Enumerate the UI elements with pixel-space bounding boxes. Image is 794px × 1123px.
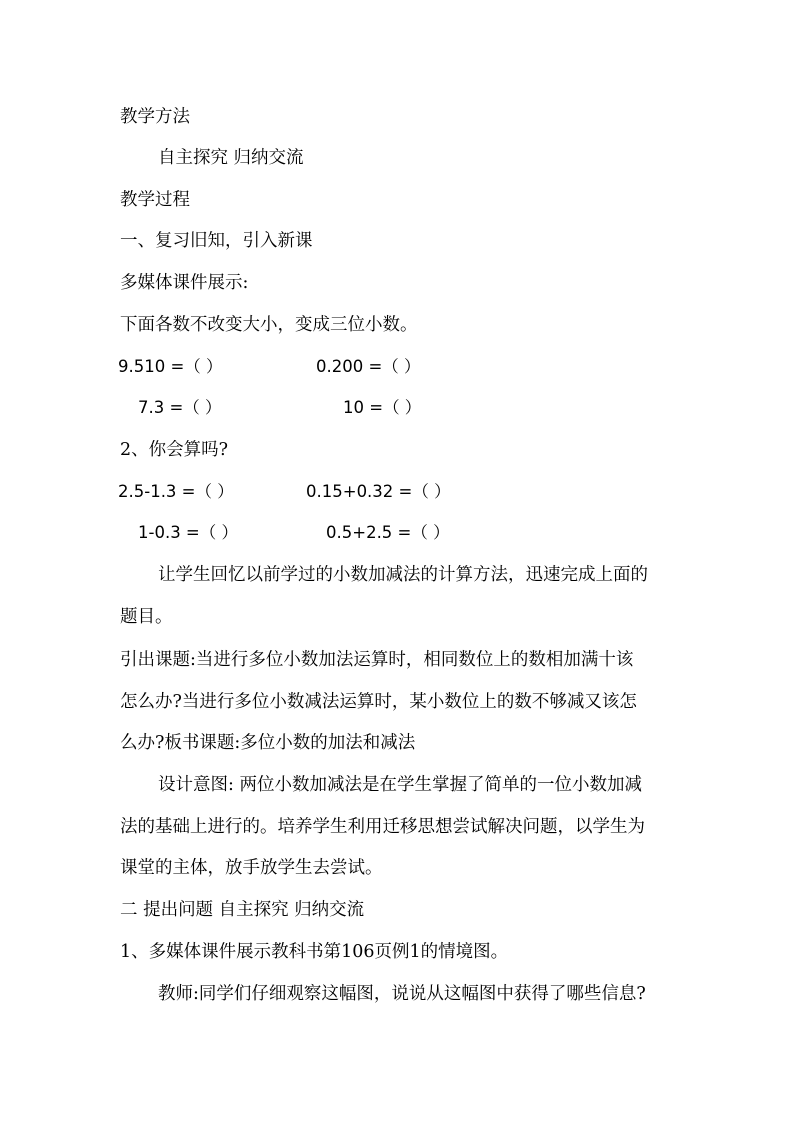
calc-item: 2.5-1.3 =（ ） xyxy=(118,482,234,501)
heading-part-two: 二 提出问题 自主探究 归纳交流 xyxy=(120,900,365,920)
topic-paragraph-line-2: 怎么办?当进行多位小数减法运算时，某小数位上的数不够减又该怎 xyxy=(120,692,637,712)
heading-teaching-method: 教学方法 xyxy=(120,107,190,127)
teaching-method-content: 自主探究 归纳交流 xyxy=(158,148,304,168)
design-intent-line-1: 设计意图: 两位小数加减法是在学生掌握了简单的一位小数加减 xyxy=(158,775,642,795)
part-two-step-1: 1、多媒体课件展示教科书第106页例1的情境图。 xyxy=(120,942,509,962)
calc-item: 0.15+0.32 =（ ） xyxy=(306,482,451,501)
exercise-item: 7.3 =（ ） xyxy=(138,398,222,417)
heading-teaching-process: 教学过程 xyxy=(120,190,190,210)
design-intent-line-3: 课堂的主体，放手放学生去尝试。 xyxy=(120,858,383,878)
design-intent-line-2: 法的基础上进行的。培养学生利用迁移思想尝试解决问题，以学生为 xyxy=(120,817,645,837)
exercise-item: 10 =（ ） xyxy=(343,398,422,417)
calc-item: 1-0.3 =（ ） xyxy=(138,523,239,542)
topic-paragraph-line-3: 么办?板书课题:多位小数的加法和减法 xyxy=(120,733,416,753)
exercise-item: 0.200 =（ ） xyxy=(316,357,421,376)
topic-paragraph-line-1: 引出课题:当进行多位小数加法运算时，相同数位上的数相加满十该 xyxy=(120,650,634,670)
exercise-instruction: 下面各数不改变大小，变成三位小数。 xyxy=(120,315,418,335)
media-display-label: 多媒体课件展示: xyxy=(120,273,249,293)
teacher-prompt: 教师:同学们仔细观察这幅图，说说从这幅图中获得了哪些信息? xyxy=(158,984,646,1004)
calc-question: 2、你会算吗? xyxy=(120,440,229,460)
calc-row-2 xyxy=(0,521,794,545)
calc-item: 0.5+2.5 =（ ） xyxy=(326,523,450,542)
exercise-row-2 xyxy=(0,396,794,420)
exercise-row-1 xyxy=(0,355,794,379)
recall-paragraph-line-1: 让学生回忆以前学过的小数加减法的计算方法，迅速完成上面的 xyxy=(158,565,648,585)
recall-paragraph-line-2: 题目。 xyxy=(120,607,173,627)
exercise-item: 9.510 =（ ） xyxy=(118,357,223,376)
calc-row-1 xyxy=(0,480,794,504)
heading-part-one: 一、复习旧知，引入新课 xyxy=(120,231,313,251)
